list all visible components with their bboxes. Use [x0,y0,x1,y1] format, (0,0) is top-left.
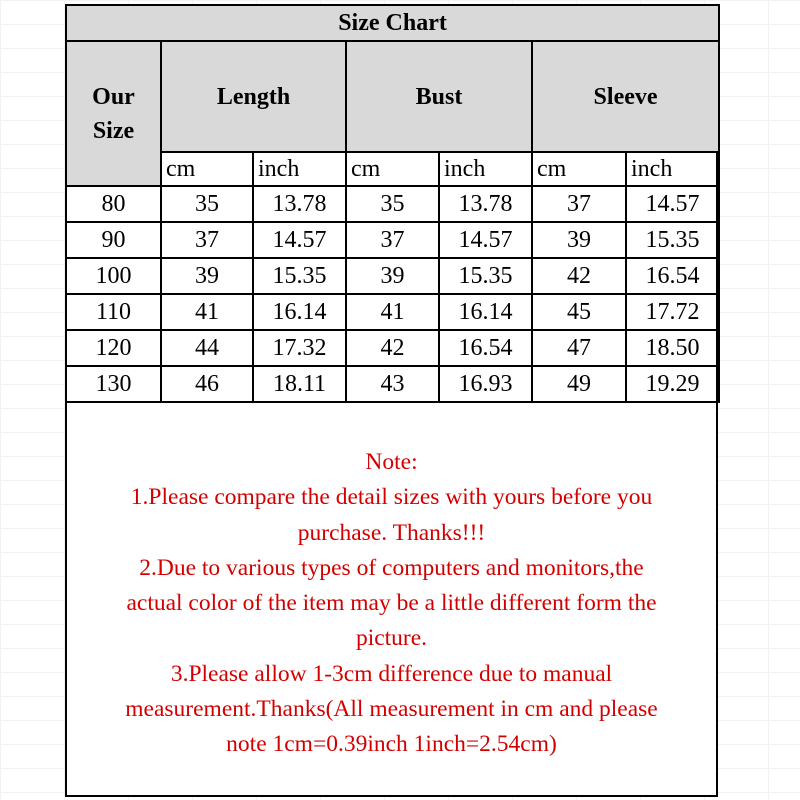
bust-inch-value: 15.35 [439,258,532,294]
length-inch-value: 15.35 [253,258,346,294]
panel-bottom-border [65,795,718,797]
note-line: 1.Please compare the detail sizes with yours before you [130,484,653,511]
sleeve-inch-value: 15.35 [626,222,719,258]
table-row [66,366,719,402]
header-our-size [66,41,161,186]
sleeve-cm-value: 37 [532,186,626,222]
bust-inch-value: 16.54 [439,330,532,366]
note-heading: Note: [365,449,418,475]
sleeve-cm-value: 49 [532,366,626,402]
length-cm-value: 37 [161,222,253,258]
bust-cm-value: 35 [346,186,439,222]
table-row [66,258,719,294]
bust-inch-value: 13.78 [439,186,532,222]
note-line: purchase. Thanks!!! [297,519,486,546]
note-line: 3.Please allow 1-3cm difference due to manual [170,660,613,687]
length-inch-value: 17.32 [253,330,346,366]
length-cm-value: 35 [161,186,253,222]
unit-bust-cm: cm [346,152,439,186]
bust-cm-value: 42 [346,330,439,366]
header-sleeve: Sleeve [532,41,719,152]
length-cm-value: 46 [161,366,253,402]
bust-cm-value: 37 [346,222,439,258]
unit-length-cm: cm [161,152,253,186]
size-value: 120 [66,330,161,366]
size-value: 80 [66,186,161,222]
note-line: note 1cm=0.39inch 1inch=2.54cm) [226,731,557,758]
unit-bust-inch: inch [439,152,532,186]
bust-cm-value: 41 [346,294,439,330]
unit-length-inch: inch [253,152,346,186]
note-line: picture. [355,625,428,652]
sleeve-inch-value: 18.50 [626,330,719,366]
header-our-size-line2: Size [92,117,135,144]
length-inch-value: 14.57 [253,222,346,258]
note-line: measurement.Thanks(All measurement in cm and please [125,696,658,723]
length-inch-value: 13.78 [253,186,346,222]
header-bust: Bust [346,41,532,152]
header-length: Length [161,41,346,152]
unit-sleeve-inch: inch [626,152,719,186]
sleeve-inch-value: 14.57 [626,186,719,222]
sleeve-cm-value: 45 [532,294,626,330]
header-row [66,41,719,152]
size-value: 110 [66,294,161,330]
size-note [67,445,716,763]
sleeve-cm-value: 39 [532,222,626,258]
length-cm-value: 41 [161,294,253,330]
sleeve-inch-value: 17.72 [626,294,719,330]
size-chart-table [65,4,720,403]
sleeve-cm-value: 47 [532,330,626,366]
sleeve-inch-value: 19.29 [626,366,719,402]
table-title: Size Chart [66,5,719,41]
size-value: 130 [66,366,161,402]
sleeve-cm-value: 42 [532,258,626,294]
table-row [66,222,719,258]
bust-cm-value: 39 [346,258,439,294]
table-row [66,186,719,222]
note-line: actual color of the item may be a little different form the [126,590,657,617]
bust-inch-value: 14.57 [439,222,532,258]
length-cm-value: 44 [161,330,253,366]
length-inch-value: 16.14 [253,294,346,330]
unit-row [66,152,719,186]
title-row [66,5,719,41]
note-line: 2.Due to various types of computers and monitors,the [139,554,644,581]
length-inch-value: 18.11 [253,366,346,402]
size-value: 100 [66,258,161,294]
length-cm-value: 39 [161,258,253,294]
unit-sleeve-cm: cm [532,152,626,186]
bust-inch-value: 16.14 [439,294,532,330]
table-row [66,330,719,366]
bust-cm-value: 43 [346,366,439,402]
size-value: 90 [66,222,161,258]
bust-inch-value: 16.93 [439,366,532,402]
sleeve-inch-value: 16.54 [626,258,719,294]
header-our-size-line1: Our [92,83,135,110]
table-row [66,294,719,330]
